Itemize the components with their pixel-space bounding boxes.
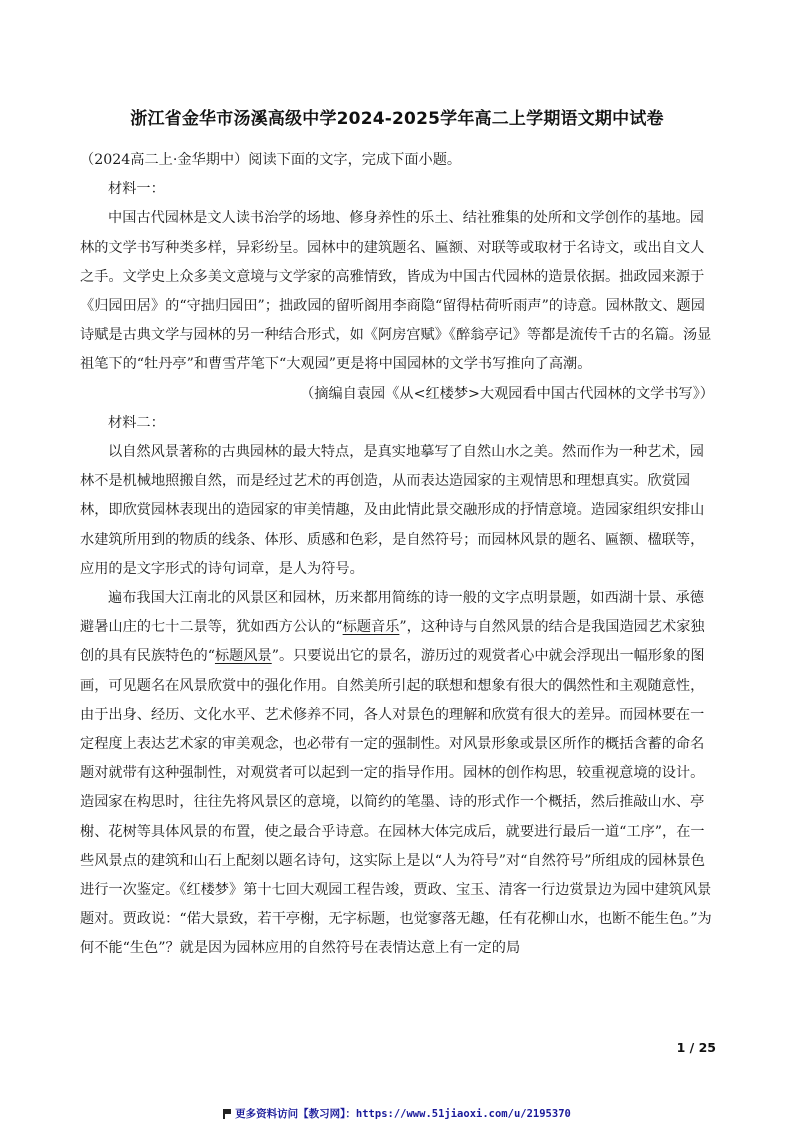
footer-link[interactable]	[0, 1106, 794, 1121]
document-title: 浙江省金华市汤溪高级中学2024-2025学年高二上学期语文期中试卷	[130, 109, 664, 129]
material-two-paragraph-1: 以自然风景著称的古典园林的最大特点，是真实地摹写了自然山水之美。然而作为一种艺术，园林不是机械地照搬自然，而是经过艺术的再创造，从而表达造园家的主观情思和理想真实。欣赏园林，即欣赏园林表现出的造园家的审美情趣，及由此情此景交融形成的抒情意境。造园家组织安排山水建筑所用到的物质的线条、体形、质感和色彩，是自然符号；而园林风景的题名、匾额、楹联等，应用的是文字形式的诗句词章，是人为符号。	[80, 444, 705, 577]
question-intro: （2024高二上·金华期中）阅读下面的文字，完成下面小题。	[80, 152, 462, 168]
material-two-label: 材料二：	[108, 414, 165, 431]
paragraph-text: ”。只要说出它的景名，游历过的观赏者心中就会浮现出一幅形象的图画，可见题名在风景欣赏中的强化作用。自然美所引起的联想和想象有很大的偶然性和主观随意性，由于出身、经历、文化水平、艺术修养不同，各人对景色的理解和欣赏有很大的差异。而园林要在一定程度上表达艺术家的审美观念，也必带有一定的强制性。对风景形象或景区所作的概括含蓄的命名题对就带有这种强制性，对观赏者可以起到一定的指导作用。园林的创作构思，较重视意境的设计。造园家在构思时，往往先将风景区的意境，以简约的笔墨、诗的形式作一个概括，然后推敲山水、亭榭、花树等具体风景的布置，使之最合乎诗意。在园林大体完成后，就要进行最后一道“工序”，在一些风景点的建筑和山石上配刻以题名诗句，这实际上是以“人为符号”对“自然符号”所组成的园林景色进行一次鉴定。《红楼梦》第十七回大观园工程告竣，贾政、宝玉、清客一行边赏景边为园中建筑风景题对。贾政说：“偌大景致，若干亭榭，无字标题，也觉寥落无趣，任有花柳山水，也断不能生色。”为何不能“生色”？就是因为园林应用的自然符号在表情达意上有一定的局	[80, 648, 712, 957]
page-number: 1 / 25	[676, 1040, 716, 1055]
document-body	[80, 146, 714, 964]
material-one-paragraph: 中国古代园林是文人读书治学的场地、修身养性的乐土、结社雅集的处所和文学创作的基地。园林的文学书写种类多样，异彩纷呈。园林中的建筑题名、匾额、对联等或取材于名诗文，或出自文人之手。文学史上众多美文意境与文学家的高雅情致，皆成为中国古代园林的造景依据。拙政园来源于《归园田居》的“守拙归园田”；拙政园的留听阁用李商隐“留得枯荷听雨声”的诗意。园林散文、题园诗赋是古典文学与园林的另一种结合形式，如《阿房宫赋》《醉翁亭记》等都是流传千古的名篇。汤显祖笔下的“牡丹亭”和曹雪芹笔下“大观园”更是将中国园林的文学书写推向了高潮。	[80, 210, 712, 373]
underlined-term-title-scenery: 标题风景	[214, 648, 272, 665]
material-one-label: 材料一：	[108, 181, 165, 198]
footer-text[interactable]: 更多资料访问【教习网】：https://www.51jiaoxi.com/u/2195370	[235, 1108, 571, 1120]
paragraph-text: ”，这种诗与自然风景的结合是我国造园艺术家独创的具有民族特色的“	[80, 619, 705, 665]
underlined-term-title-music: 标题音乐	[342, 619, 400, 636]
paragraph-text: 遍布我国大江南北的风景区和园林，历来都用简练的诗一般的文字点明景题，如西湖十景、承德避暑山庄的七十二景等，犹如西方公认的“	[80, 590, 704, 636]
material-one-source: （摘编自袁园《从<红楼梦>大观园看中国古代园林的文学书写》）	[300, 385, 714, 402]
material-two-paragraph-2	[80, 584, 714, 964]
flag-icon	[223, 1109, 231, 1118]
